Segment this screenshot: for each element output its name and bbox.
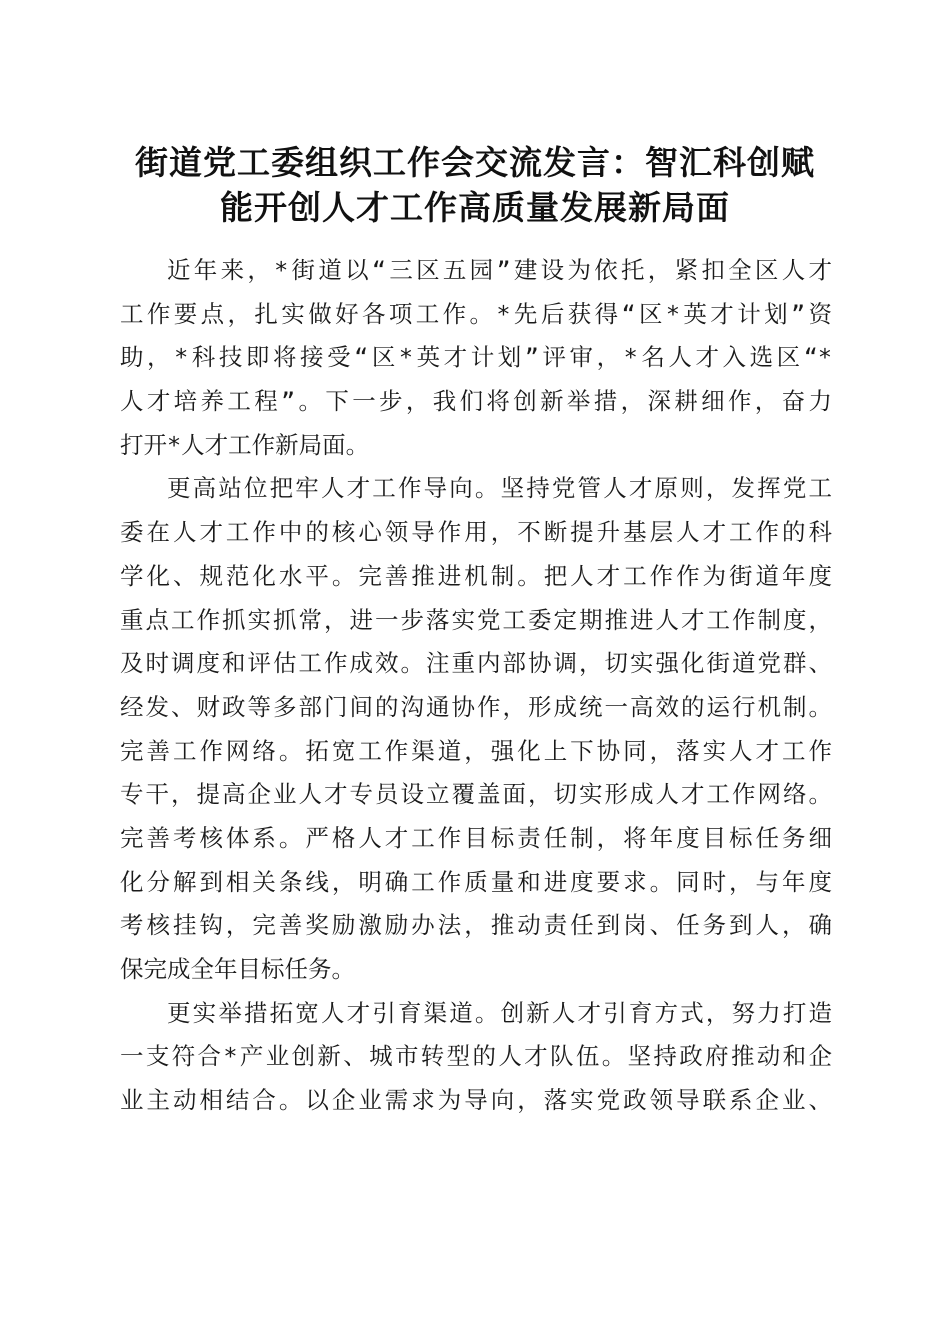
paragraph-line: 人才培养工程”。下一步，我们将创新举措，深耕细作，奋力 (120, 387, 832, 416)
paragraph-line: 完善考核体系。严格人才工作目标责任制，将年度目标任务细 (120, 823, 832, 852)
paragraph-line: 委在人才工作中的核心领导作用，不断提升基层人才工作的科 (120, 518, 832, 547)
paragraph-line: 重点工作抓实抓常，进一步落实党工委定期推进人才工作制度， (120, 605, 832, 634)
paragraph-line: 考核挂钩，完善奖励激励办法，推动责任到岗、任务到人，确 (120, 911, 832, 940)
paragraph-line: 业主动相结合。以企业需求为导向，落实党政领导联系企业、 (120, 1086, 832, 1115)
paragraph-line: 打开*人才工作新局面。 (120, 430, 370, 459)
paragraph (120, 249, 832, 467)
document-body (120, 249, 832, 1123)
paragraph-line: 专干，提高企业人才专员设立覆盖面，切实形成人才工作网络。 (120, 780, 832, 809)
paragraph-line: 保完成全年目标任务。 (120, 955, 355, 983)
paragraph-line: 学化、规范化水平。完善推进机制。把人才工作作为街道年度 (120, 561, 832, 590)
paragraph-line: 化分解到相关条线，明确工作质量和进度要求。同时，与年度 (120, 867, 832, 896)
paragraph-line: 完善工作网络。拓宽工作渠道，强化上下协同，落实人才工作 (120, 736, 832, 765)
paragraph-line: 更实举措拓宽人才引育渠道。创新人才引育方式，努力打造 (167, 998, 832, 1027)
paragraph-line: 及时调度和评估工作成效。注重内部协调，切实强化街道党群、 (120, 649, 832, 678)
paragraph-line: 一支符合*产业创新、城市转型的人才队伍。坚持政府推动和企 (120, 1042, 832, 1071)
paragraph-line: 更高站位把牢人才工作导向。坚持党管人才原则，发挥党工 (167, 474, 832, 503)
paragraph-line: 工作要点，扎实做好各项工作。*先后获得“区*英才计划”资 (120, 299, 832, 328)
paragraph-line: 助，*科技即将接受“区*英才计划”评审，*名人才入选区“* (120, 343, 832, 372)
paragraph-line: 近年来，*街道以“三区五园”建设为依托，紧扣全区人才 (167, 256, 832, 284)
paragraph (120, 992, 832, 1123)
document-title-line-1: 街道党工委组织工作会交流发言：智汇科创赋 (135, 143, 815, 182)
document-title-line-2: 能开创人才工作高质量发展新局面 (220, 188, 730, 227)
paragraph (120, 467, 832, 991)
paragraph-line: 经发、财政等多部门间的沟通协作，形成统一高效的运行机制。 (120, 692, 832, 721)
